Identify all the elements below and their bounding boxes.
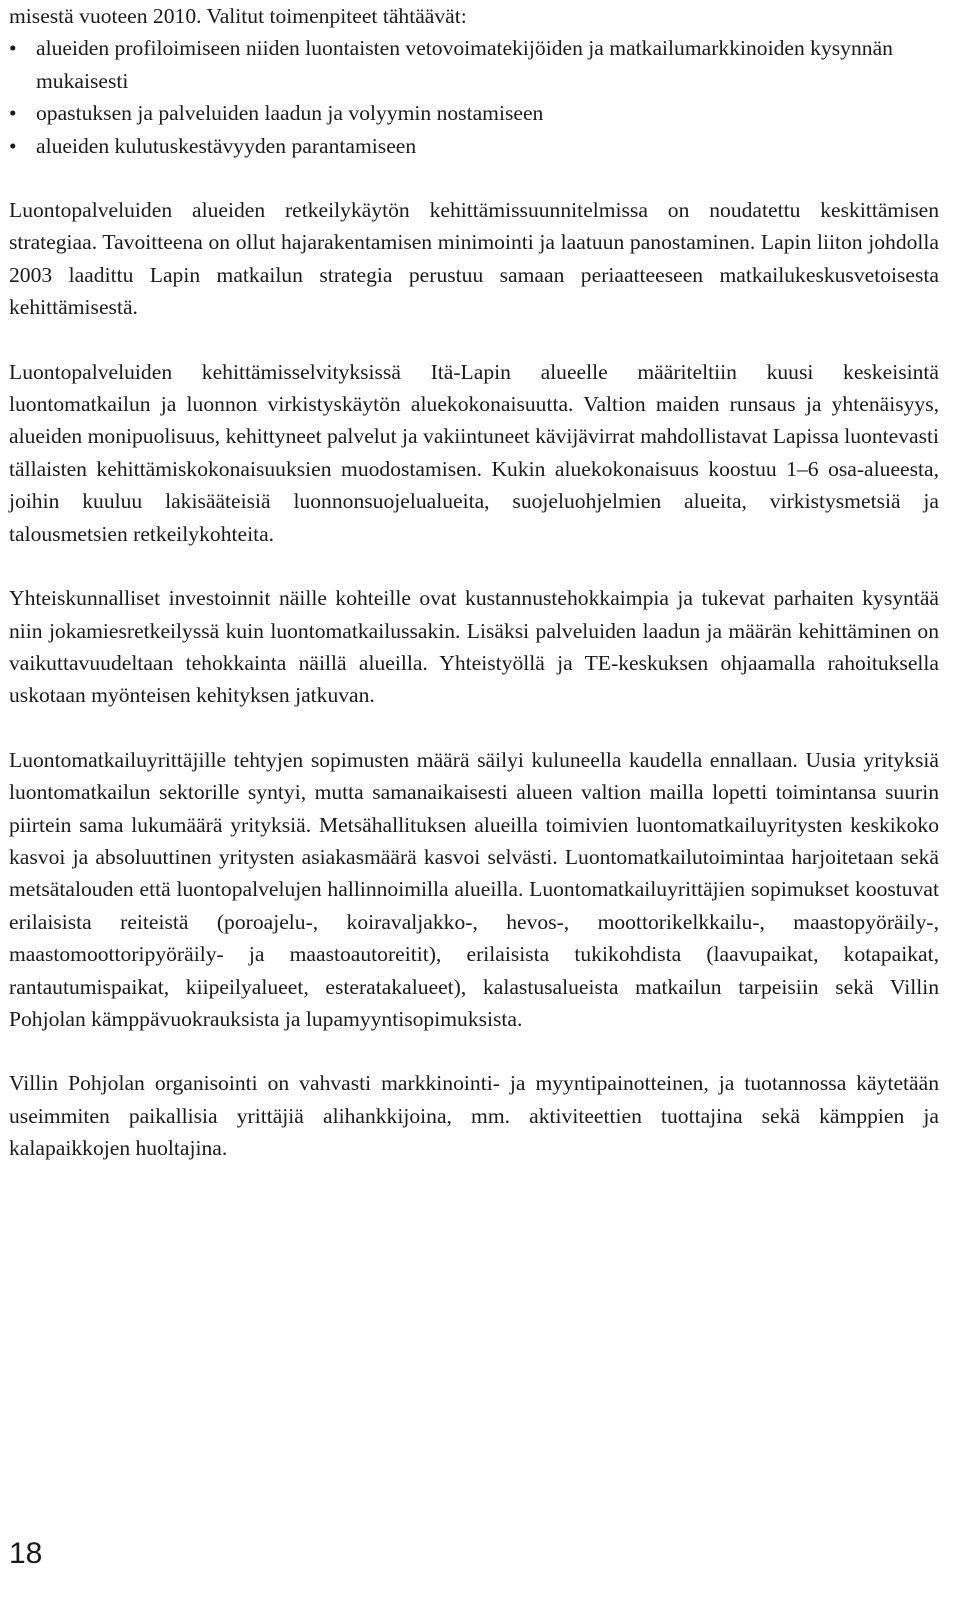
bullet-icon: • [9, 36, 17, 61]
bullet-icon: • [9, 133, 17, 158]
paragraph-entrepreneur-contracts: Luontomatkailuyrittäjille tehtyjen sopimusten määrä säilyi kuluneella kaudella ennallaan. Uusia yrityksiä luontomatkailun sektorille syntyi, mutta samanaikaisesti alueen valtion mailla lopetti toimintansa suurin piirtein sama lukumäärä yrityksiä. Metsähallituksen alueilla toimivien luontomatkailuyritysten keskikoko kasvoi ja absoluuttinen yritysten asiakasmäärä kasvoi selvästi. Luontomatkailutoimintaa harjoitetaan sekä metsätalouden että luontopalvelujen hallinnoimilla alueilla. Luontomatkailuyrittäjien sopimukset koostuvat erilaisista reiteistä (poroajelu-, koiravaljakko-, hevos-, moottorikelkkailu-, maastopyöräily-, maastomoottoripyöräily- ja maastoautoreitit), erilaisista tukikohdista (laavupaikat, kotapaikat, rantautumispaikat, kiipeilyalueet, esteratakalueet), kalastusalueista matkailun tarpeisiin sekä Villin Pohjolan kämppävuokrauksista ja lupamyyntisopimuksista. [9, 747, 939, 1031]
list-item [9, 130, 939, 162]
list-item [9, 32, 939, 97]
bullet-text: opastuksen ja palveluiden laadun ja volyymin nostamiseen [36, 101, 544, 126]
list-item [9, 97, 939, 129]
page-number: 18 [9, 1537, 43, 1570]
paragraph-villi-pohjola: Villin Pohjolan organisointi on vahvasti markkinointi- ja myyntipainotteinen, ja tuotannossa käytetään useimmiten paikallisia yrittäjiä alihankkijoina, mm. aktiviteettien tuottajina sekä kämppien ja kalapaikkojen huoltajina. [9, 1071, 939, 1161]
goal-bullet-list [9, 32, 939, 162]
bullet-icon: • [9, 101, 17, 126]
bullet-text: alueiden kulutuskestävyyden parantamiseen [36, 133, 417, 158]
intro-lead: misestä vuoteen 2010. Valitut toimenpiteet tähtäävät: [9, 4, 467, 28]
paragraph-area-entities: Luontopalveluiden kehittämisselvityksissä Itä-Lapin alueelle määriteltiin kuusi keskeisintä luontomatkailun ja luonnon virkistyskäytön aluekokonaisuutta. Valtion maiden runsaus ja yhtenäisyys, alueiden monipuolisuus, kehittyneet palvelut ja vakiintuneet kävijävirrat mahdollistavat Lapissa luontevasti tällaisten kehittämiskokonaisuuksien muodostamisen. Kukin aluekokonaisuus koostuu 1–6 osa-alueesta, joihin kuuluu lakisääteisiä luonnonsuojelualueita, suojeluohjelmien alueita, virkistysmetsiä ja talousmetsien retkeilykohteita. [9, 359, 939, 546]
paragraph-strategy: Luontopalveluiden alueiden retkeilykäytön kehittämissuunnitelmissa on noudatettu keskittämisen strategiaa. Tavoitteena on ollut hajarakentamisen minimointi ja laatuun panostaminen. Lapin liiton johdolla 2003 laadittu Lapin matkailun strategia perustuu samaan periaatteeseen matkailukeskusvetoisesta kehittämisestä. [9, 198, 939, 320]
body-text [9, 0, 939, 1165]
bullet-text: alueiden profiloimiseen niiden luontaisten vetovoimatekijöiden ja matkailumarkkinoiden kysynnän mukaisesti [36, 36, 893, 93]
paragraph-investments: Yhteiskunnalliset investoinnit näille kohteille ovat kustannustehokkaimpia ja tukevat parhaiten kysyntää niin jokamiesretkeilyssä kuin luontomatkailussakin. Lisäksi palveluiden laadun ja määrän kehittäminen on vaikuttavuudeltaan tehokkainta näillä alueilla. Yhteistyöllä ja TE-keskuksen ohjaamalla rahoituksella uskotaan myönteisen kehityksen jatkuvan. [9, 586, 939, 708]
